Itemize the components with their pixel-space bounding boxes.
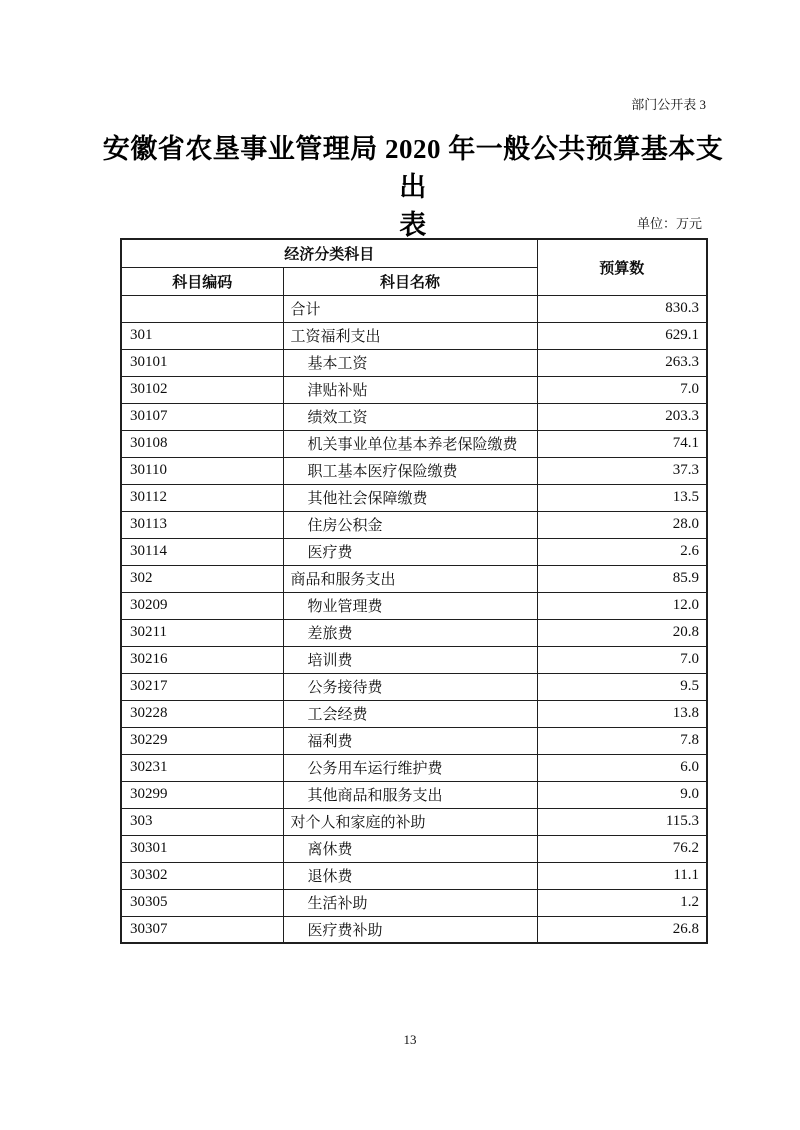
subject-name-cell: 差旅费 <box>283 619 537 646</box>
budget-table-body <box>121 295 707 943</box>
subject-code-cell: 30209 <box>121 592 283 619</box>
corner-note: 部门公开表 3 <box>631 97 706 112</box>
subject-code-cell: 30231 <box>121 754 283 781</box>
subject-code-cell: 30305 <box>121 889 283 916</box>
table-row <box>121 592 707 619</box>
table-row <box>121 754 707 781</box>
subject-name-cell: 培训费 <box>283 646 537 673</box>
table-row <box>121 484 707 511</box>
table-row <box>121 646 707 673</box>
budget-value-cell: 263.3 <box>537 349 707 376</box>
subject-name-cell: 公务接待费 <box>283 673 537 700</box>
budget-value-cell: 12.0 <box>537 592 707 619</box>
budget-value-cell: 76.2 <box>537 835 707 862</box>
subject-code-cell: 30113 <box>121 511 283 538</box>
table-row <box>121 835 707 862</box>
subject-code-cell: 30229 <box>121 727 283 754</box>
budget-value-cell: 28.0 <box>537 511 707 538</box>
subject-name-cell: 生活补助 <box>283 889 537 916</box>
budget-value-cell: 830.3 <box>537 295 707 322</box>
subject-name-cell: 对个人和家庭的补助 <box>283 808 537 835</box>
table-row <box>121 457 707 484</box>
budget-value-cell: 20.8 <box>537 619 707 646</box>
budget-value-cell: 1.2 <box>537 889 707 916</box>
subject-name-cell: 职工基本医疗保险缴费 <box>283 457 537 484</box>
subject-code-cell: 30107 <box>121 403 283 430</box>
subject-name-cell: 其他商品和服务支出 <box>283 781 537 808</box>
subject-code-cell: 30101 <box>121 349 283 376</box>
table-row <box>121 376 707 403</box>
subject-code-cell: 30216 <box>121 646 283 673</box>
subject-code-cell: 30301 <box>121 835 283 862</box>
subject-code-cell: 30112 <box>121 484 283 511</box>
subject-code-cell: 30307 <box>121 916 283 943</box>
table-row <box>121 430 707 457</box>
budget-value-cell: 11.1 <box>537 862 707 889</box>
budget-value-cell: 629.1 <box>537 322 707 349</box>
subject-name-cell: 公务用车运行维护费 <box>283 754 537 781</box>
subject-name-cell: 退休费 <box>283 862 537 889</box>
subject-code-cell: 301 <box>121 322 283 349</box>
subject-code-cell: 303 <box>121 808 283 835</box>
header-subject-name: 科目名称 <box>283 267 537 295</box>
header-economic-category: 经济分类科目 <box>121 239 537 267</box>
table-row <box>121 700 707 727</box>
budget-value-cell: 203.3 <box>537 403 707 430</box>
budget-value-cell: 7.8 <box>537 727 707 754</box>
subject-name-cell: 离休费 <box>283 835 537 862</box>
subject-name-cell: 其他社会保障缴费 <box>283 484 537 511</box>
budget-value-cell: 9.5 <box>537 673 707 700</box>
budget-value-cell: 37.3 <box>537 457 707 484</box>
subject-code-cell: 30102 <box>121 376 283 403</box>
budget-value-cell: 74.1 <box>537 430 707 457</box>
table-row <box>121 673 707 700</box>
budget-value-cell: 6.0 <box>537 754 707 781</box>
subject-name-cell: 基本工资 <box>283 349 537 376</box>
subject-name-cell: 医疗费补助 <box>283 916 537 943</box>
subject-name-cell: 福利费 <box>283 727 537 754</box>
budget-value-cell: 26.8 <box>537 916 707 943</box>
budget-table-header <box>121 239 707 295</box>
subject-name-cell: 工资福利支出 <box>283 322 537 349</box>
budget-value-cell: 115.3 <box>537 808 707 835</box>
table-row <box>121 295 707 322</box>
header-row-group <box>121 239 707 267</box>
page-title-line1: 安徽省农垦事业管理局 2020 年一般公共预算基本支出 <box>102 134 724 202</box>
subject-code-cell <box>121 295 283 322</box>
subject-code-cell: 30299 <box>121 781 283 808</box>
subject-name-cell: 机关事业单位基本养老保险缴费 <box>283 430 537 457</box>
subject-name-cell: 津贴补贴 <box>283 376 537 403</box>
unit-label: 单位：万元 <box>636 216 702 231</box>
table-row <box>121 349 707 376</box>
table-row <box>121 889 707 916</box>
subject-code-cell: 30217 <box>121 673 283 700</box>
subject-name-cell: 住房公积金 <box>283 511 537 538</box>
subject-code-cell: 30114 <box>121 538 283 565</box>
budget-value-cell: 7.0 <box>537 646 707 673</box>
header-budget-amount: 预算数 <box>537 239 707 295</box>
table-row <box>121 808 707 835</box>
subject-name-cell: 合计 <box>283 295 537 322</box>
subject-name-cell: 物业管理费 <box>283 592 537 619</box>
subject-name-cell: 绩效工资 <box>283 403 537 430</box>
budget-value-cell: 7.0 <box>537 376 707 403</box>
budget-value-cell: 13.8 <box>537 700 707 727</box>
table-row <box>121 322 707 349</box>
header-subject-code: 科目编码 <box>121 267 283 295</box>
subject-name-cell: 工会经费 <box>283 700 537 727</box>
budget-value-cell: 13.5 <box>537 484 707 511</box>
page-title-line2: 表 <box>399 210 427 240</box>
table-row <box>121 916 707 943</box>
subject-code-cell: 302 <box>121 565 283 592</box>
subject-code-cell: 30228 <box>121 700 283 727</box>
subject-name-cell: 医疗费 <box>283 538 537 565</box>
page-number: 13 <box>403 1032 417 1047</box>
table-row <box>121 619 707 646</box>
table-row <box>121 511 707 538</box>
table-row <box>121 403 707 430</box>
subject-code-cell: 30302 <box>121 862 283 889</box>
table-row <box>121 781 707 808</box>
subject-code-cell: 30211 <box>121 619 283 646</box>
table-row <box>121 862 707 889</box>
subject-code-cell: 30108 <box>121 430 283 457</box>
table-row <box>121 727 707 754</box>
subject-code-cell: 30110 <box>121 457 283 484</box>
subject-name-cell: 商品和服务支出 <box>283 565 537 592</box>
table-row <box>121 565 707 592</box>
budget-value-cell: 85.9 <box>537 565 707 592</box>
budget-table <box>120 238 708 944</box>
budget-value-cell: 2.6 <box>537 538 707 565</box>
table-row <box>121 538 707 565</box>
budget-value-cell: 9.0 <box>537 781 707 808</box>
